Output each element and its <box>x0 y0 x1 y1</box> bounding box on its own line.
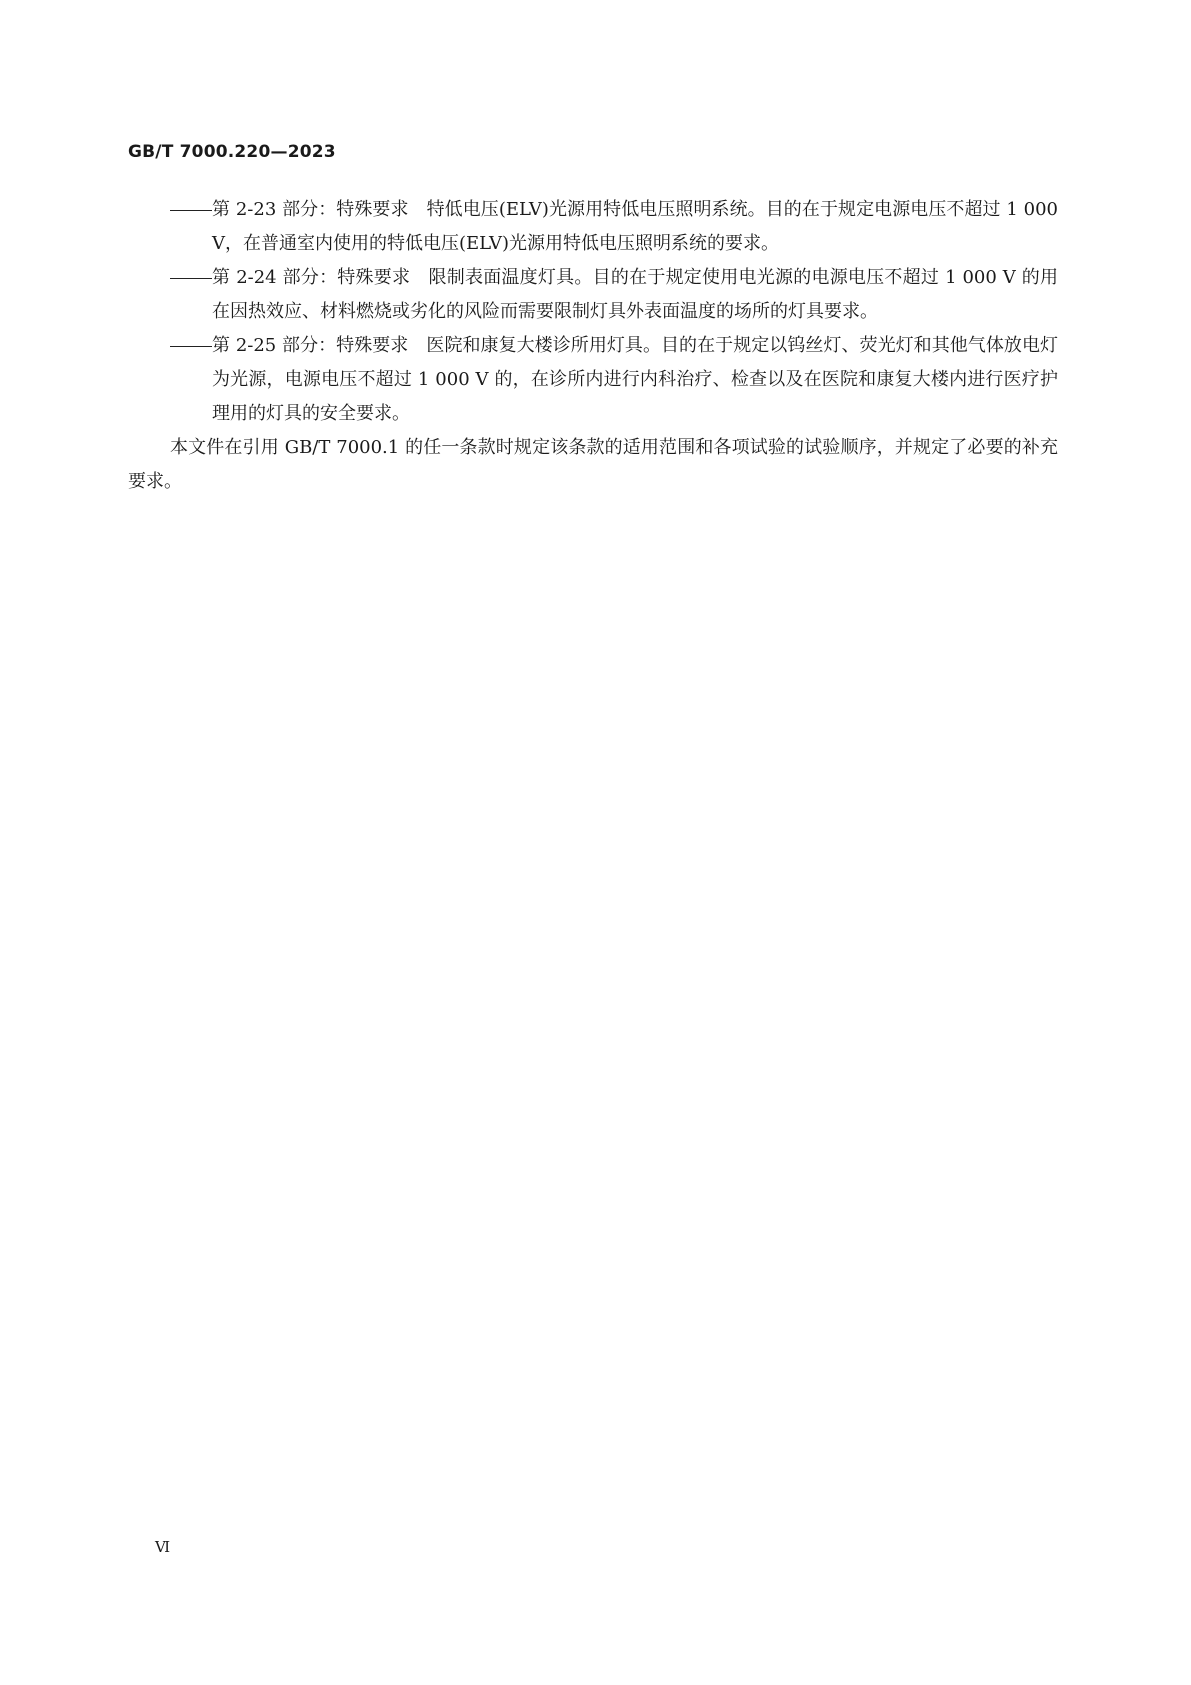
list-item-text: 第 2-25 部分：特殊要求 医院和康复大楼诊所用灯具。目的在于规定以钨丝灯、荧光灯和其他气体放电灯为光源，电源电压不超过 1 000 V 的，在诊所内进行内科治疗、检查以及在医院和康复大楼内进行医疗护理用的灯具的安全要求。 <box>212 335 1058 424</box>
page-number: Ⅵ <box>155 1538 171 1556</box>
closing-paragraph: 本文件在引用 GB/T 7000.1 的任一条款时规定该条款的适用范围和各项试验的试验顺序，并规定了必要的补充要求。 <box>128 437 1058 492</box>
list-item <box>128 193 1058 261</box>
em-dash-marker <box>170 193 212 227</box>
list-item-text: 第 2-23 部分：特殊要求 特低电压(ELV)光源用特低电压照明系统。目的在于规定电源电压不超过 1 000 V，在普通室内使用的特低电压(ELV)光源用特低电压照明系统的要求。 <box>212 199 1058 254</box>
em-dash-marker <box>170 261 212 295</box>
list-item-text: 第 2-24 部分：特殊要求 限制表面温度灯具。目的在于规定使用电光源的电源电压不超过 1 000 V 的用在因热效应、材料燃烧或劣化的风险而需要限制灯具外表面温度的场所的灯具要求。 <box>212 267 1058 322</box>
list-item <box>128 329 1058 431</box>
em-dash-marker <box>170 329 212 363</box>
document-body <box>128 193 1058 499</box>
list-item <box>128 261 1058 329</box>
standard-code: GB/T 7000.220—2023 <box>128 142 336 162</box>
